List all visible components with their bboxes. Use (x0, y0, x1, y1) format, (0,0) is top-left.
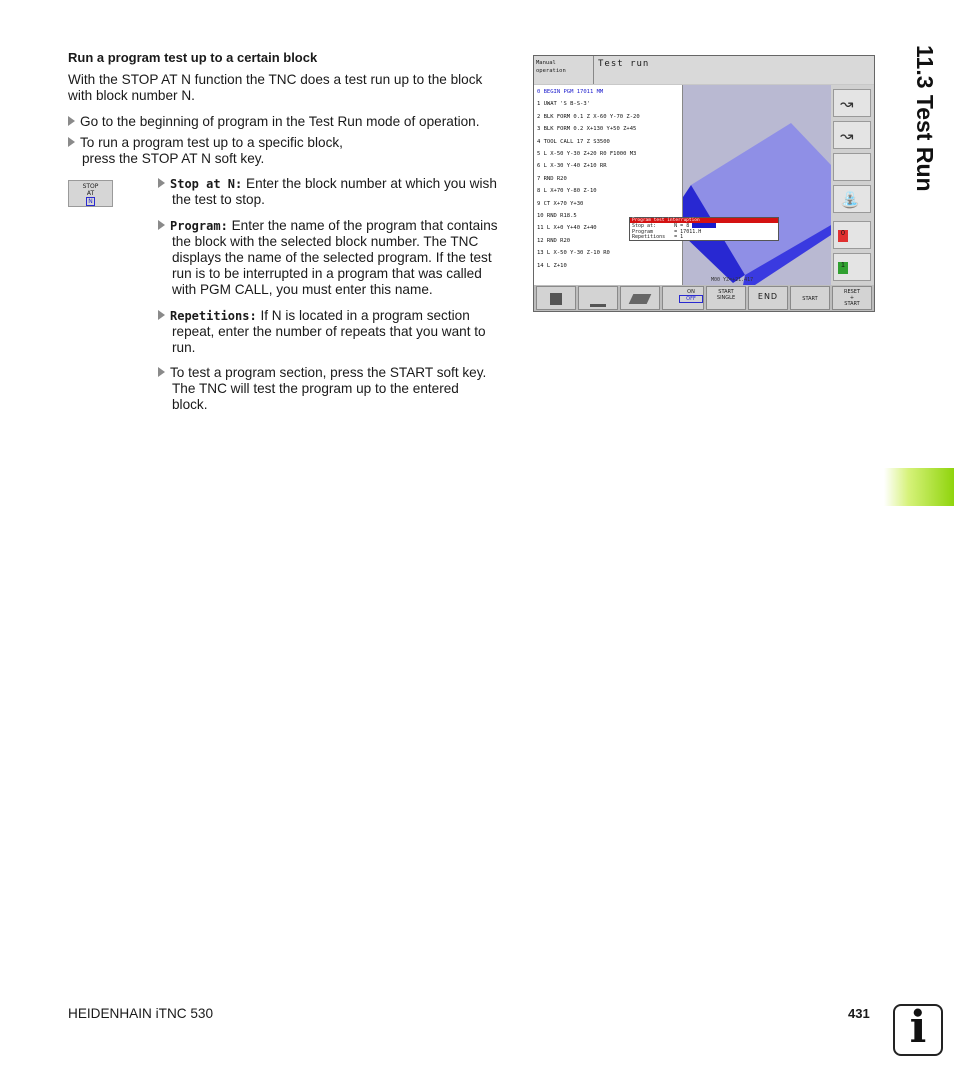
side-softkey-back-icon[interactable]: ↝ (833, 89, 871, 117)
bullet-text: Enter the name of the program that contains (227, 218, 498, 233)
bullet-key: Stop at N: (170, 177, 243, 191)
intro-paragraph (68, 72, 482, 104)
arrow-right-icon (158, 178, 165, 188)
arrow-right-icon (158, 220, 165, 230)
intro-line-1: With the STOP AT N function the TNC does a test run up to the block (68, 72, 483, 87)
stop-value[interactable]: N = 8 (674, 223, 690, 229)
program-line: 13 L X-50 Y-30 Z-10 R0 (537, 250, 610, 257)
program-line: 14 L Z+10 (537, 262, 567, 269)
program-line: 7 RND R20 (537, 175, 567, 182)
status-readout: M00 YZ=+21.417 (711, 277, 754, 283)
intro-line-2: with block number N. (68, 88, 195, 103)
repetitions-label: Repetitions (632, 234, 666, 240)
mode-line-2: operation (536, 68, 566, 74)
off-label: OFF (679, 295, 703, 303)
softkey-start[interactable]: START (790, 286, 830, 310)
bullet-text: If N is located in a program section (256, 308, 470, 323)
program-line: 12 RND R20 (537, 237, 571, 244)
program-listing (534, 85, 683, 285)
program-line: 1 UWAT 'S B-S-3' (537, 101, 590, 108)
interruption-dialog (629, 217, 779, 241)
program-line: 0 BEGIN PGM 17011 MM (537, 89, 604, 95)
chapter-tab (868, 40, 948, 270)
reset-line-1: RESET (843, 289, 861, 295)
program-line: 9 CT X+70 Y+30 (537, 200, 584, 207)
softkey-end[interactable]: END (748, 286, 788, 310)
program-line: 3 BLK FORM 0.2 X+130 Y+50 Z+45 (537, 126, 637, 133)
arrow-right-icon (158, 310, 165, 320)
chapter-color-tab (884, 468, 954, 506)
arrow-right-icon (158, 367, 165, 377)
bullet-stop-at-n (158, 176, 497, 208)
softkey-on-off[interactable] (662, 286, 704, 310)
on-label: ON (687, 289, 695, 295)
arrow-right-icon (68, 116, 75, 126)
bullet-text: the test to stop. (172, 192, 265, 207)
bullet-text: displays the name of the selected program. If the test (172, 250, 492, 265)
softkey-line-1: STOP (82, 183, 99, 190)
step-1-text: Go to the beginning of program in the Test Run mode of operation. (80, 114, 480, 129)
program-line: 6 L X-30 Y-40 Z+10 RR (537, 163, 607, 170)
input-highlight (692, 223, 716, 228)
tnc-screen (533, 55, 875, 312)
program-line: 4 TOOL CALL 17 Z S3500 (537, 138, 610, 145)
program-line: 10 RND R18.5 (537, 213, 577, 219)
program-line: 2 BLK FORM 0.1 Z X-60 Y-70 Z-20 (537, 113, 640, 120)
bullet-key: Program: (170, 219, 228, 233)
softkey-3d-icon[interactable] (620, 286, 660, 310)
reset-line-3: START (844, 301, 860, 307)
bullet-text: repeat, enter the number of repeats that you want to (172, 324, 486, 339)
softkey-view-icon[interactable] (578, 286, 618, 310)
program-label: Program (632, 228, 654, 235)
side-softkey-tap-icon[interactable]: ⛲ (833, 185, 871, 213)
stop-label: Stop at: (632, 223, 657, 229)
bullet-repetitions (158, 308, 486, 356)
side-softkey-override-1[interactable] (833, 253, 871, 281)
arrow-right-icon (68, 137, 75, 147)
footer-product: HEIDENHAIN iTNC 530 (68, 1006, 214, 1021)
repetitions-value[interactable]: = 1 (674, 234, 684, 240)
info-letter: i (909, 1002, 927, 1053)
program-value[interactable]: = 17011.H (674, 228, 702, 235)
step-2-line-1: To run a program test up to a specific block, (80, 135, 343, 150)
graphics-window (683, 85, 831, 285)
softkey-reset-start[interactable] (832, 286, 872, 310)
side-softkey-blank[interactable] (833, 153, 871, 181)
side-softkey-override-0[interactable] (833, 221, 871, 249)
side-softkey-forward-icon[interactable]: ↝ (833, 121, 871, 149)
section-heading: Run a program test up to a certain block (68, 50, 318, 65)
reset-line-2: + (849, 295, 855, 301)
bullet-text: block. (172, 397, 208, 412)
mode-line-1: Manual (536, 60, 556, 66)
page-number: 431 (848, 1006, 870, 1021)
step-1 (68, 114, 480, 130)
dialog-row-repetitions (630, 235, 778, 241)
start-single-line-1: START (718, 289, 734, 295)
stop-at-n-softkey[interactable] (68, 180, 113, 207)
softkey-line-2: AT (86, 190, 95, 197)
softkey-start-single[interactable] (706, 286, 746, 310)
bullet-text: Enter the block number at which you wish (242, 176, 497, 191)
workpiece-graphic (683, 85, 831, 285)
mode-label (534, 56, 594, 84)
program-line: 11 L X+0 Y+40 Z+40 (537, 225, 597, 232)
bullet-key: Repetitions: (170, 309, 257, 323)
bullet-text: run is to be interrupted in a program that was called (172, 266, 482, 281)
step-2 (68, 135, 343, 167)
bullet-text: the block with the selected block number. The TNC (172, 234, 479, 249)
bullet-program (158, 218, 498, 298)
bullet-text: run. (172, 340, 196, 355)
bullet-text: To test a program section, press the START soft key. (170, 365, 487, 380)
bottom-softkey-bar (534, 285, 874, 311)
program-line: 8 L X+70 Y-80 Z-10 (537, 188, 597, 195)
info-icon (893, 1004, 943, 1056)
bullet-start (158, 365, 486, 413)
dialog-title: Program test interruption (630, 218, 778, 223)
override-1-label: 1 (838, 262, 848, 274)
program-line: 5 L X-50 Y-30 Z+20 R0 F1000 M3 (537, 151, 637, 157)
softkey-square-icon[interactable] (536, 286, 576, 310)
bullet-text: The TNC will test the program up to the entered (172, 381, 459, 396)
start-single-line-2: SINGLE (716, 295, 736, 301)
screen-title: Test run (594, 56, 874, 84)
chapter-title: 11.3 Test Run (912, 45, 938, 192)
step-2-line-2: press the STOP AT N soft key. (82, 151, 265, 166)
bullet-text: with PGM CALL, you must enter this name. (172, 282, 433, 297)
softkey-line-3: N (88, 198, 93, 205)
override-0-label: 0 (838, 230, 848, 242)
